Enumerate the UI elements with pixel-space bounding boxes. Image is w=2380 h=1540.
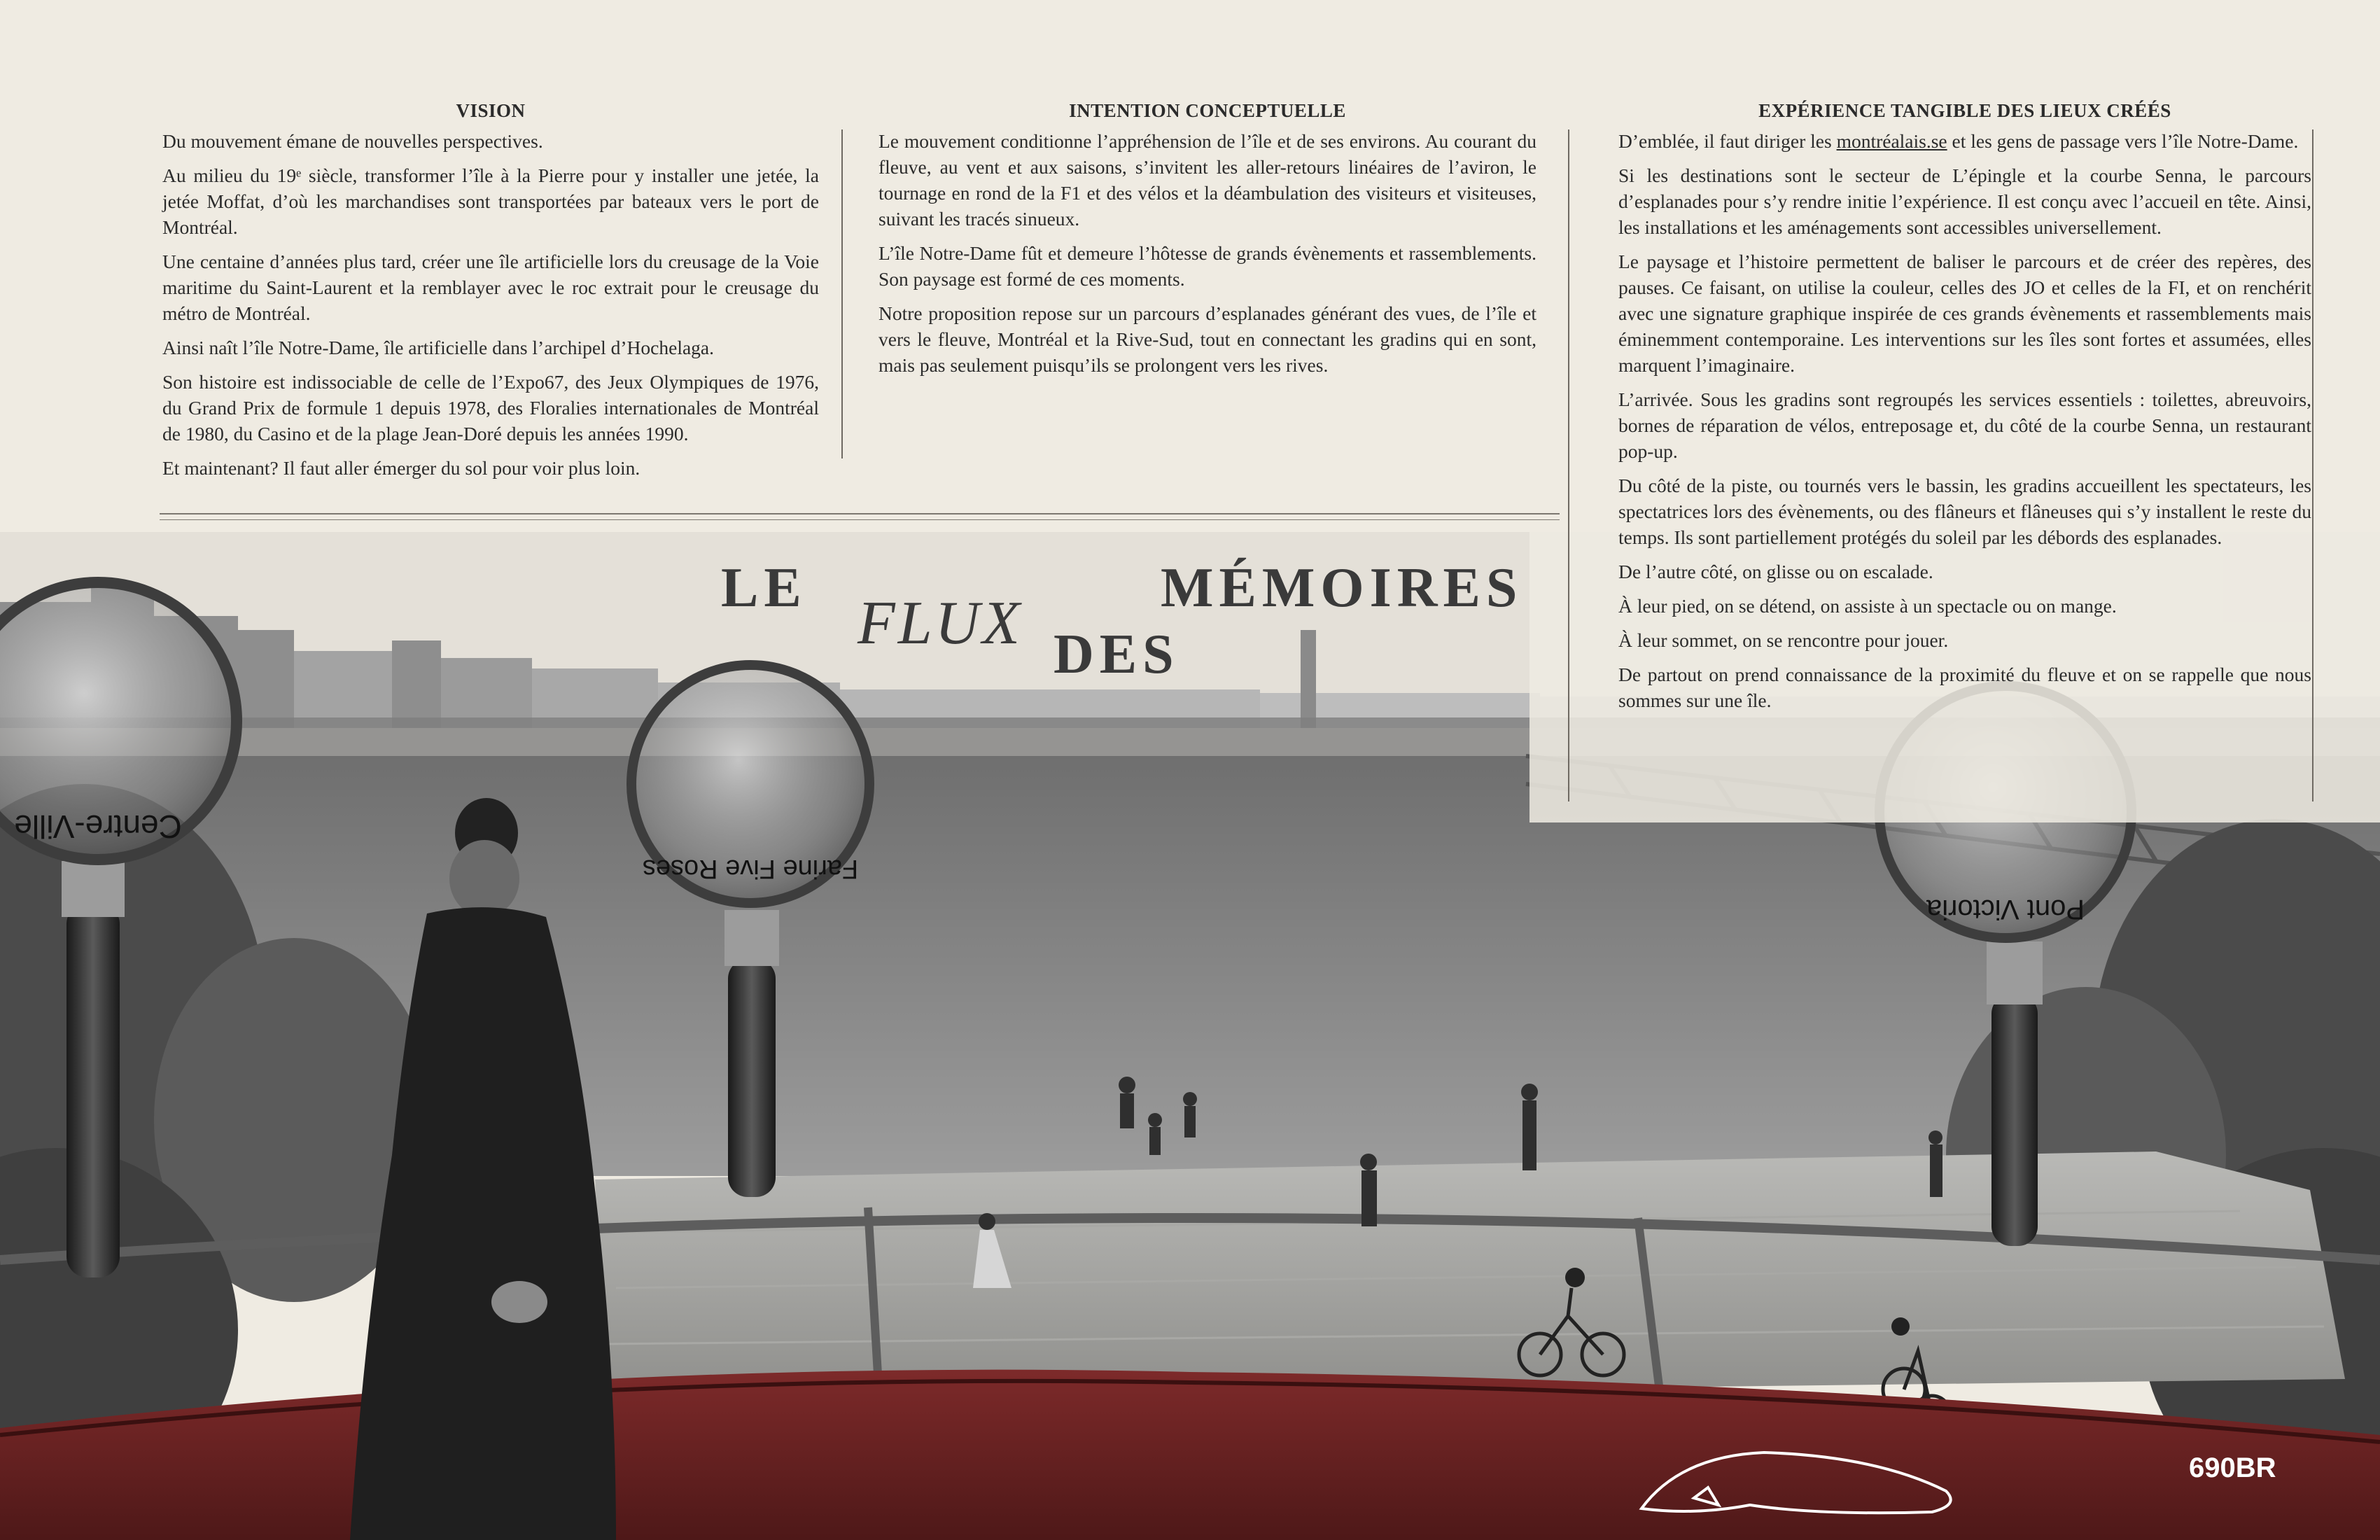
experience-paragraph: À leur pied, on se détend, on assiste à un spectacle ou on mange. [1618, 595, 2117, 617]
experience-paragraph: Si les destinations sont le secteur de L’épingle et la courbe Senna, le parcours d’esplanades pour s’y rendre initie l’expérience. Il est conçu avec l’accueil en tête. Ainsi, les installations et les aménagements sont accessibles universellement. [1618, 164, 2311, 238]
experience-paragraph: Du côté de la piste, ou tournés vers le bassin, les gradins accueillent les spectateurs, les spectatrices lors des évènements, ou des flâneurs et flâneuses qui s’y installent le reste du temps. Ils sont partiellement protégés du soleil par les débords des esplanades. [1618, 475, 2311, 548]
vision-paragraph: Son histoire est indissociable de celle de l’Expo67, des Jeux Olympiques de 1976, du Grand Prix de formule 1 depuis 1978, des Floralies internationales de Montréal de 1980, du Casino et de la plage Jean-Doré depuis les années 1990. [162, 371, 819, 444]
lens-label-centre-ville: Centre-Ville [14, 808, 182, 845]
title-word-des: DES [1054, 624, 1180, 685]
intention-heading: INTENTION CONCEPTUELLE [1069, 100, 1346, 121]
vision-paragraph: Et maintenant? Il faut aller émerger du sol pour voir plus loin. [162, 457, 640, 479]
experience-paragraph [1618, 128, 2311, 154]
column-divider-2 [1568, 130, 1569, 802]
column-divider-1 [841, 130, 843, 458]
lens-label-five-roses: Farine Five Roses [642, 854, 859, 883]
vision-paragraph: Du mouvement émane de nouvelles perspectives. [162, 130, 543, 152]
experience-paragraph: À leur sommet, on se rencontre pour jouer. [1618, 629, 1949, 651]
title-word-le: LE [721, 557, 807, 619]
intention-paragraph: Le mouvement conditionne l’appréhension de l’île et de ses environs. Au courant du fleuve, au vent et aux saisons, s’invitent les aller-retours linéaires de l’aviron, le tournage en rond de la F1 et des vélos et la déambulation des visiteurs et visiteuses, suivant les tracés sinueux. [878, 130, 1536, 230]
montrealais-link[interactable]: montréalais.se [1836, 130, 1947, 152]
title-word-flux: FLUX [858, 589, 1023, 657]
vision-paragraph: Une centaine d’années plus tard, créer une île artificielle lors du creusage de la Voie maritime du Saint-Laurent et la remblayer avec le roc extrait pour le creusage du métro de Montréal. [162, 251, 819, 324]
column-divider-3 [2312, 130, 2314, 802]
experience-paragraph: Le paysage et l’histoire permettent de baliser le parcours et de créer des repères, des pauses. Ce faisant, on utilise la couleur, celles des JO et celles de la FI, et on renchérit avec une signature graphique inspirée de ces grands évènements et rassemblements mais éminemment contemporaine. Les interventions sur les îles sont fortes et assumées, elles marquent l’imaginaire. [1618, 251, 2311, 376]
lens-label-pont-victoria: Pont Victoria [1926, 894, 2085, 925]
experience-paragraph: De l’autre côté, on glisse ou on escalade. [1618, 561, 1933, 582]
vision-paragraph: Au milieu du 19ᵉ siècle, transformer l’île à la Pierre pour y installer une jetée, la jetée Moffat, d’où les marchandises sont transportées par bateaux vers le port de Montréal. [162, 164, 819, 238]
column-vision [162, 98, 819, 489]
vision-paragraph: Ainsi naît l’île Notre-Dame, île artificielle dans l’archipel d’Hochelaga. [162, 337, 715, 358]
experience-heading: EXPÉRIENCE TANGIBLE DES LIEUX CRÉÉS [1758, 100, 2171, 121]
project-code: 690BR [2189, 1452, 2276, 1483]
vision-heading: VISION [456, 100, 526, 121]
intention-paragraph: Notre proposition repose sur un parcours d’esplanades générant des vues, de l’île et vers le fleuve, Montréal et la Rive-Sud, tout en connectant les gradins qui en sont, mais pas seulement puisqu’ils se prolongent vers les rives. [878, 302, 1536, 376]
experience-text: et les gens de passage vers l’île Notre-Dame. [1947, 130, 2299, 152]
column-experience [1618, 98, 2311, 722]
experience-paragraph: L’arrivée. Sous les gradins sont regroupés les services essentiels : toilettes, abreuvoirs, bornes de réparation de vélos, entreposage et, du côté de la courbe Senna, un restaurant pop-up. [1618, 388, 2311, 462]
intention-paragraph: L’île Notre-Dame fût et demeure l’hôtesse de grands évènements et rassemblements. Son paysage est formé de ces moments. [878, 242, 1536, 290]
horizontal-rule [160, 513, 1560, 514]
column-intention [878, 98, 1536, 386]
experience-paragraph: De partout on prend connaissance de la proximité du fleuve et on se rappelle que nous sommes sur une île. [1618, 664, 2311, 711]
horizontal-rule-thin [160, 519, 1560, 520]
title-word-memoires: MÉMOIRES [1161, 557, 1523, 619]
experience-text: D’emblée, il faut diriger les [1618, 130, 1837, 152]
